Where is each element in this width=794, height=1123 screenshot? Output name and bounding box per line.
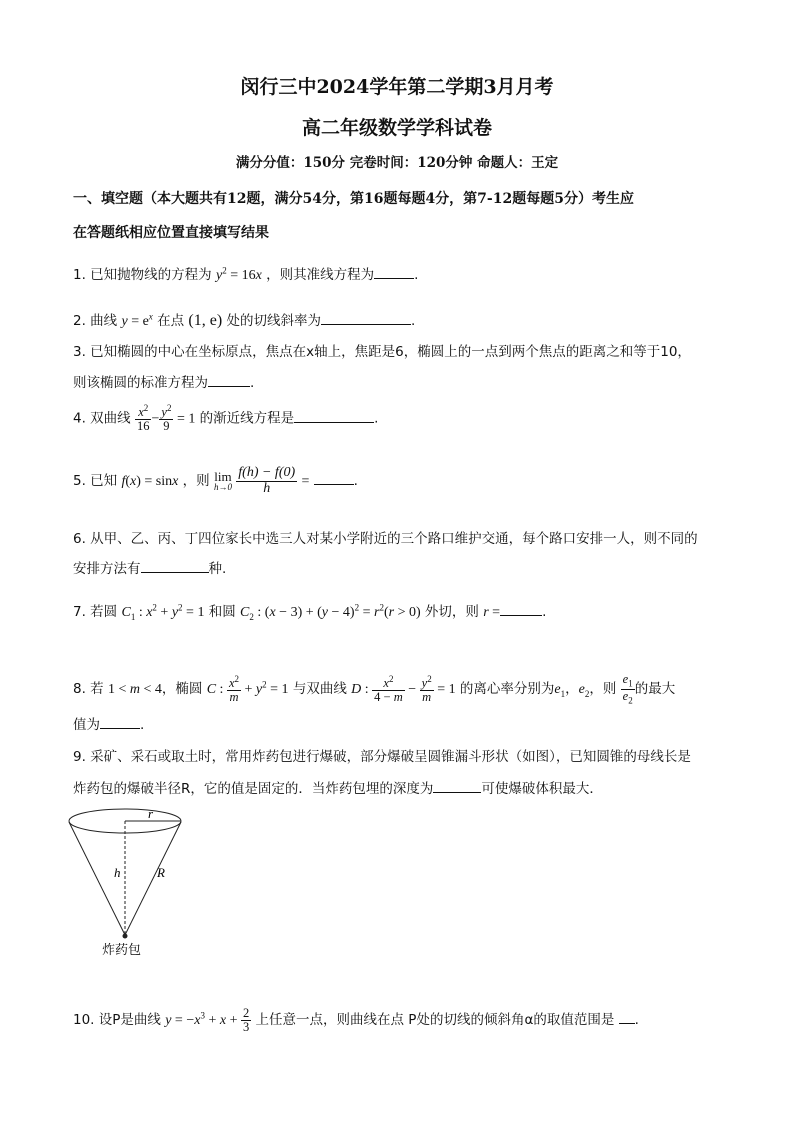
answer-blank	[294, 410, 374, 423]
q7-text-mid: 和圆	[208, 604, 236, 620]
q10-math: $y = -x^3 + x$ + $\frac{2}{3}$	[165, 1006, 250, 1035]
q8-ratio: $\frac{e_1}{e_2}$	[622, 671, 633, 705]
q9-text-post: 可使爆破体积最大．	[481, 781, 603, 797]
cone-right-edge	[125, 822, 181, 935]
question-8	[73, 655, 675, 705]
charge-point	[123, 934, 128, 939]
q5-eq: =	[301, 474, 310, 490]
q8-ellipse: C : $\frac{x^2}{m}$ + $y^2 = 1$	[206, 674, 289, 705]
q4-text-pre: 4. 双曲线	[73, 410, 131, 427]
q8-text-pre: 8. 若	[73, 681, 104, 697]
answer-blank	[208, 374, 250, 387]
answer-blank	[433, 780, 481, 793]
section-heading-line1: 一、填空题（本大题共有12题，满分54分，第16题每题4分，第7-12题每题5分）考生应	[73, 191, 634, 207]
q2-math-point: (1, e)	[188, 312, 223, 329]
q9-text-pre: 炸药包的爆破半径R，它的值是固定的．当炸药包埋的深度为	[73, 781, 434, 797]
question-3-line1: 3. 已知椭圆的中心在坐标原点，焦点在x轴上，焦距是6，椭圆上的一点到两个焦点的距离之和等于10，	[73, 344, 691, 360]
q10-end: .	[634, 1012, 639, 1028]
label-h: h	[114, 865, 121, 880]
q7-text-post: 外切，则	[424, 604, 479, 620]
exam-meta: 满分分值：150分 完卷时间：120分钟 命题人：王定	[235, 155, 559, 171]
q7-r: r =	[483, 605, 501, 620]
label-R: R	[157, 865, 165, 880]
q10-text-post: 上任意一点，则曲线在点 P处的切线的倾斜角α的取值范围是	[255, 1012, 615, 1028]
q8-text-mid1: ，椭圆	[161, 681, 203, 697]
q5-text-pre: 5. 已知	[73, 473, 118, 490]
answer-blank	[141, 560, 209, 573]
q8-cond: 1 < m < 4	[107, 682, 162, 697]
question-6-line1: 6. 从甲、乙、丙、丁四位家长中选三人对某小学附近的三个路口维护交通，每个路口安排一人，则不同的	[73, 531, 698, 547]
q8-e2: $e_2$	[578, 682, 590, 699]
q8-line2-text: 值为	[73, 717, 100, 733]
q2-text-mid: 在点	[157, 313, 185, 329]
question-9-line2	[73, 777, 603, 797]
question-7: 7. 若圆 $C_1$ : $x^2 + y^2 = 1$ 和圆 $C_2$ : $(x - 3) + (y - 4)^2 = r^2(r > 0)$ 外切，则 r = .	[73, 602, 547, 622]
answer-blank	[374, 266, 414, 279]
q7-circle2: $C_2$ : $(x - 3) + (y - 4)^2 = r^2(r > 0)$	[240, 602, 421, 622]
question-5: 5. 已知 f(x) = sinx ，则 lim h→0 $\frac{f(h) - f(0)}{h}$ = .	[73, 465, 358, 496]
answer-blank	[314, 472, 354, 485]
question-2: 2. 曲线 $y = e^x$ 在点 (1, e) 处的切线斜率为 .	[73, 311, 416, 329]
answer-blank	[619, 1011, 635, 1024]
exam-subtitle: 高二年级数学学科试卷	[301, 117, 492, 139]
q8-hyperbola: D : $\frac{x^2}{4 - m}$ − $\frac{y^2}{m}$ = 1	[351, 674, 456, 705]
q2-math-curve: $y = e^x$	[121, 311, 153, 329]
question-8-line2: 值为 .	[73, 717, 145, 733]
q1-text-post: ，则其准线方程为	[266, 267, 375, 283]
q4-frac1: $\frac{x^2}{16}$	[136, 403, 150, 434]
question-10	[73, 990, 639, 1034]
q4-frac2: $\frac{y^2}{9}$	[161, 403, 172, 434]
answer-blank	[321, 312, 411, 325]
q8-text-mid2: 与双曲线	[292, 681, 347, 697]
question-6-line2	[73, 557, 226, 577]
section-heading-line2: 在答题纸相应位置直接填写结果	[73, 225, 269, 241]
q10-text-pre: 10. 设P是曲线	[73, 1012, 161, 1028]
q2-text-post: 处的切线斜率为	[226, 313, 321, 329]
q5-frac: $\frac{f(h) - f(0)}{h}$	[238, 465, 296, 496]
q2-text-pre: 2. 曲线	[73, 313, 118, 329]
q8-e1: $e_1$	[554, 682, 566, 699]
answer-blank	[100, 716, 140, 729]
q3-text: 则该椭圆的标准方程为	[73, 375, 208, 391]
answer-blank	[500, 603, 542, 616]
question-9-line1: 9. 采矿、采石或取土时，常用炸药包进行爆破，部分爆破呈圆锥漏斗形状（如图），已知圆锥的母线长是	[73, 749, 691, 765]
q7-text-pre: 7. 若圆	[73, 604, 118, 620]
q5-math: f(x) = sinx	[121, 474, 179, 490]
question-1: 1. 已知抛物线的方程为 $y^2 = 16x$ ，则其准线方程为 .	[73, 265, 419, 283]
label-r: r	[148, 806, 154, 821]
q1-math: $y^2 = 16x$	[215, 265, 262, 283]
q6-text-post: 种.	[208, 561, 227, 577]
question-4: 4. 双曲线 $\frac{x^2}{16}$ − $\frac{y^2}{9}$ = 1 的渐近线方程是 .	[73, 403, 379, 434]
q6-text-pre: 安排方法有	[73, 561, 141, 577]
q8-text-mid3: 的离心率分别为	[459, 681, 555, 697]
q5-lim: lim h→0	[213, 469, 232, 493]
exam-title: 闵行三中2024学年第二学期3月月考	[240, 76, 554, 98]
q8-comma: ，	[565, 681, 579, 697]
q7-circle1: $C_1$ : $x^2 + y^2 = 1$	[121, 602, 205, 622]
figure-caption: 炸药包	[102, 943, 142, 958]
q5-text-mid: ，则	[182, 473, 210, 490]
q4-text-post: 的渐近线方程是	[199, 410, 295, 427]
q8-text-post: 的最大	[634, 681, 676, 697]
q1-text-pre: 1. 已知抛物线的方程为	[73, 267, 212, 283]
q8-text-mid4: ，则	[589, 681, 617, 697]
question-3-line2: 则该椭圆的标准方程为 .	[73, 375, 255, 391]
